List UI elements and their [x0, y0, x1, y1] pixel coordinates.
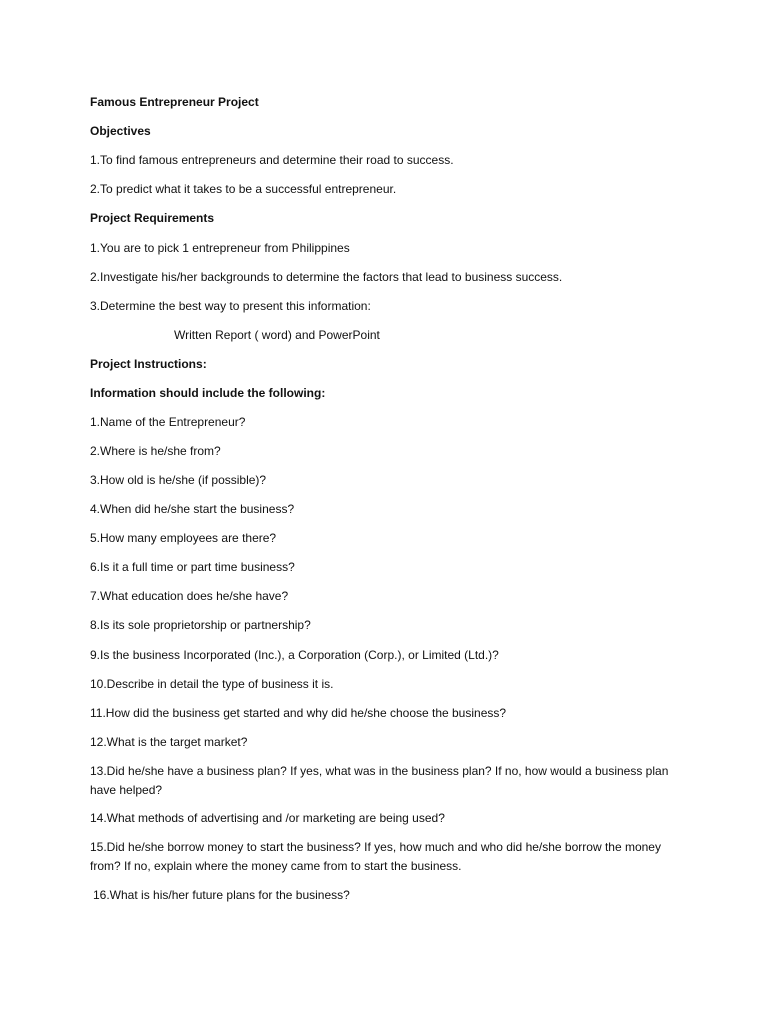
objective-item: 2.To predict what it takes to be a successful entrepreneur.: [90, 182, 397, 196]
requirement-item: 3.Determine the best way to present this information:: [90, 299, 371, 313]
question-item: 5.How many employees are there?: [90, 531, 277, 545]
question-item: 3.How old is he/she (if possible)?: [90, 473, 267, 487]
instructions-intro: Information should include the following:: [90, 386, 326, 400]
question-item: 10.Describe in detail the type of business it is.: [90, 677, 334, 691]
presentation-format: Written Report ( word) and PowerPoint: [174, 328, 380, 342]
question-item: 12.What is the target market?: [90, 735, 248, 749]
question-item: 7.What education does he/she have?: [90, 589, 289, 603]
document-title: Famous Entrepreneur Project: [90, 95, 259, 109]
requirement-item: 1.You are to pick 1 entrepreneur from Philippines: [90, 241, 350, 255]
requirements-heading: Project Requirements: [90, 211, 215, 225]
requirement-item: 2.Investigate his/her backgrounds to determine the factors that lead to business success.: [90, 270, 563, 284]
instructions-heading: Project Instructions:: [90, 357, 207, 371]
question-item: 11.How did the business get started and why did he/she choose the business?: [90, 706, 507, 720]
objectives-heading: Objectives: [90, 124, 151, 138]
question-item: 1.Name of the Entrepreneur?: [90, 415, 246, 429]
question-item: 16.What is his/her future plans for the business?: [93, 888, 350, 902]
question-item: 13.Did he/she have a business plan? If yes, what was in the business plan? If no, how would a business plan have helped?: [90, 764, 669, 797]
question-item: 8.Is its sole proprietorship or partnership?: [90, 618, 311, 632]
question-item: 15.Did he/she borrow money to start the business? If yes, how much and who did he/she borrow the money from? If no, explain where the money came from to start the business.: [90, 840, 661, 873]
question-item: 9.Is the business Incorporated (Inc.), a Corporation (Corp.), or Limited (Ltd.)?: [90, 648, 499, 662]
question-item: 14.What methods of advertising and /or marketing are being used?: [90, 811, 445, 825]
question-item: 4.When did he/she start the business?: [90, 502, 295, 516]
objective-item: 1.To find famous entrepreneurs and determine their road to success.: [90, 153, 454, 167]
question-item: 2.Where is he/she from?: [90, 444, 221, 458]
question-item: 6.Is it a full time or part time business?: [90, 560, 295, 574]
